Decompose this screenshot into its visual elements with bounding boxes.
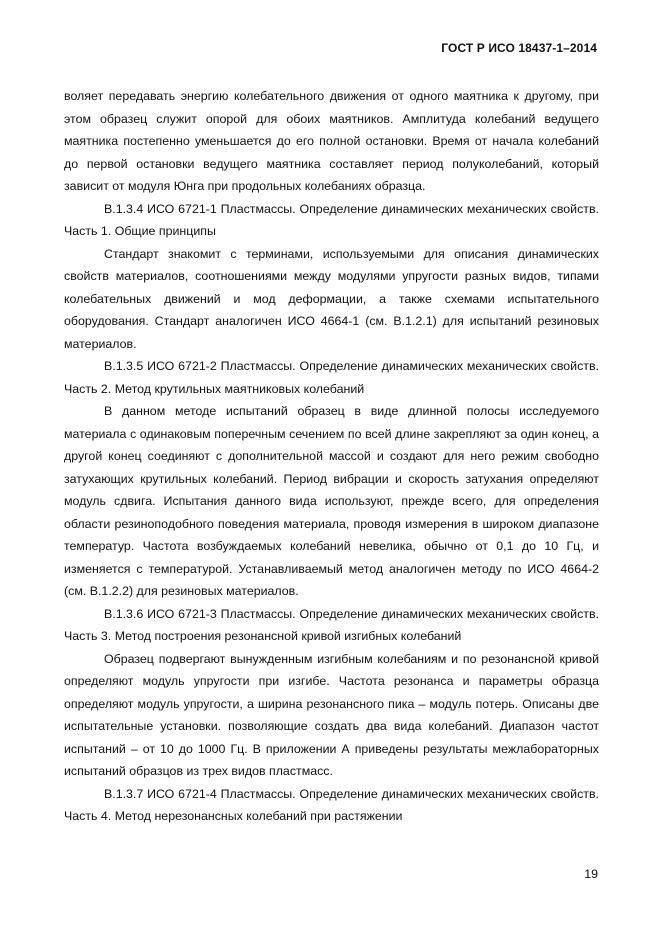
paragraph-continuation: воляет передавать энергию колебательного движения от одного маятника к другому, при этом образец служит опорой для обоих маятников. Амплитуда колебаний ведущего маятника постепенно уменьшается до его полной остановки. Время от начала колебаний до первой остановки ведущего маятника составляет период полуколебаний, который зависит от модуля Юнга при продольных колебаниях образца.: [64, 89, 599, 193]
section-heading-b135: В.1.3.5 ИСО 6721-2 Пластмассы. Определение динамических механических свойств. Часть 2. Метод крутильных маятниковых колебаний: [64, 359, 599, 396]
section-heading-b134: В.1.3.4 ИСО 6721-1 Пластмассы. Определение динамических механических свойств. Часть 1. Общие принципы: [64, 201, 599, 238]
document-header: ГОСТ Р ИСО 18437-1–2014: [441, 41, 597, 55]
paragraph-iso-6721-3-description: Образец подвергают вынужденным изгибным колебаниям и по резонансной кривой определяют модуль упругости при изгибе. Частота резонанса и параметры образца определяют модуль упругости, а ширина резонансного пика – модуль потерь. Описаны две испытательные установки. позволяющие создать два вида колебаний. Диапазон частот испытаний – от 10 до 1000 Гц. В приложении А приведены результаты межлабораторных испытаний образцов из трех видов пластмасс.: [64, 651, 599, 778]
document-body: [64, 85, 599, 828]
section-heading-b137: В.1.3.7 ИСО 6721-4 Пластмассы. Определение динамических механических свойств. Часть 4. Метод нерезонансных колебаний при растяжении: [64, 786, 599, 823]
paragraph-iso-6721-1-description: Стандарт знакомит с терминами, используемыми для описания динамических свойств материалов, соотношениями между модулями упругости разных видов, типами колебательных движений и мод деформации, а также схемами испытательного оборудования. Стандарт аналогичен ИСО 4664-1 (см. В.1.2.1) для испытаний резиновых материалов.: [64, 246, 599, 351]
paragraph-iso-6721-2-description: В данном методе испытаний образец в виде длинной полосы исследуемого материала с одинаковым поперечным сечением по всей длине закрепляют за один конец, а другой конец соединяют с дополнительной массой и создают для него режим свободно затухающих крутильных колебаний. Период вибрации и скорость затухания определяют модуль сдвига. Испытания данного вида используют, прежде всего, для определения области резиноподобного поведения материала, проводя измерения в широком диапазоне температур. Частота возбуждаемых колебаний невелика, обычно от 0,1 до 10 Гц, и изменяется с температурой. Устанавливаемый метод аналогичен методу по ИСО 4664-2 (см. В.1.2.2) для резиновых материалов.: [64, 404, 599, 598]
section-heading-b136: В.1.3.6 ИСО 6721-3 Пластмассы. Определение динамических механических свойств. Часть 3. Метод построения резонансной кривой изгибных колебаний: [64, 606, 599, 643]
page-number: 19: [584, 867, 598, 881]
